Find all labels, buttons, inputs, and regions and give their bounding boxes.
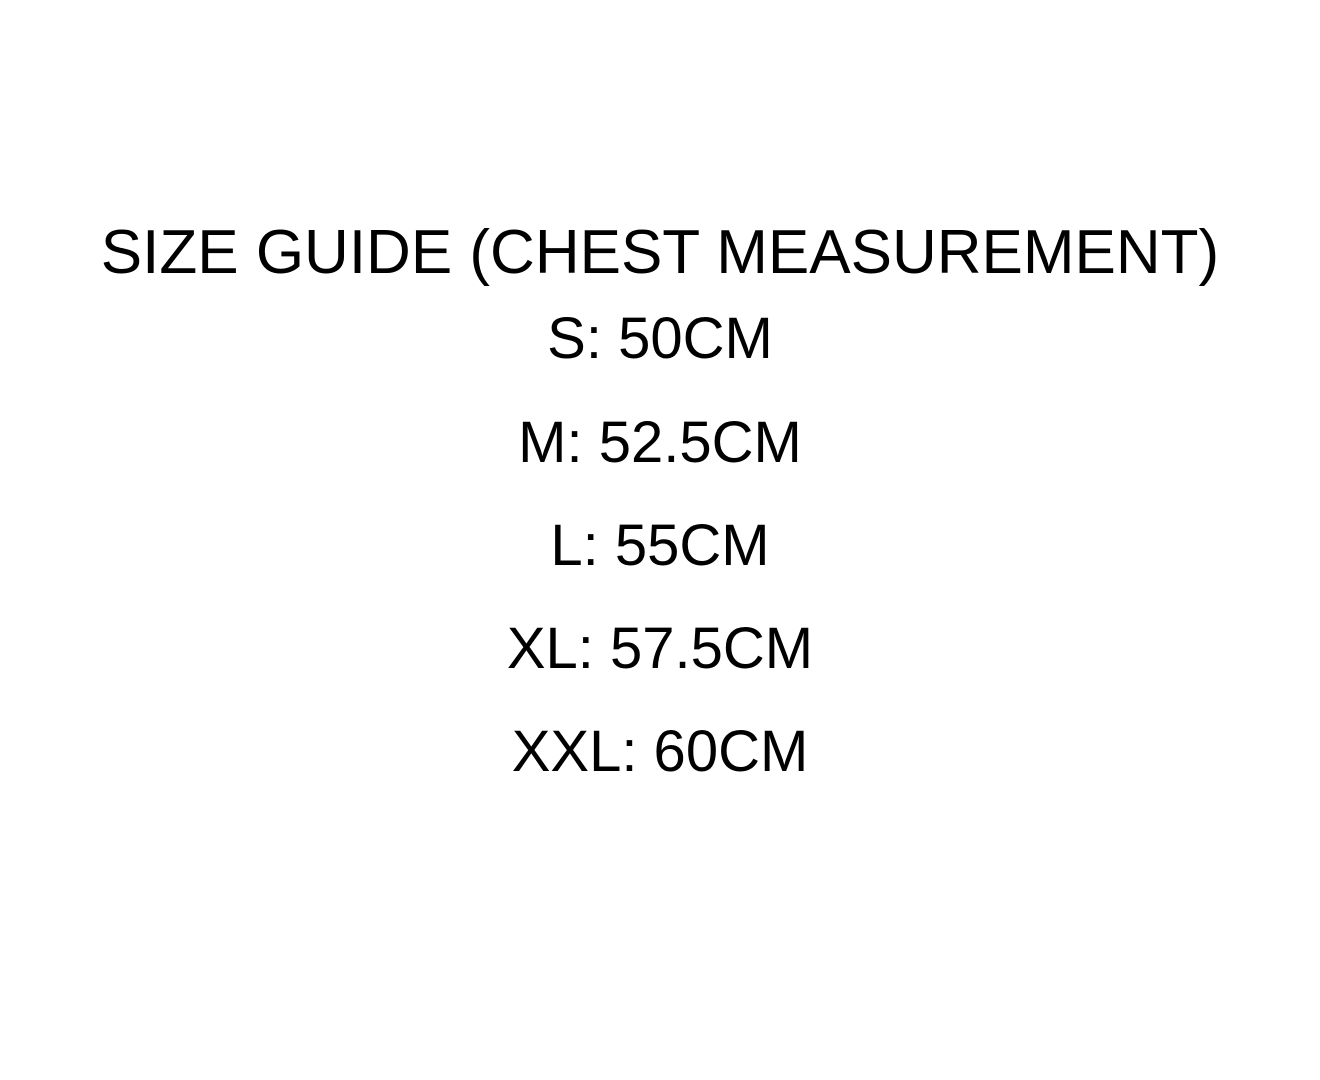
list-item: L: 55CM	[550, 512, 770, 578]
list-item: XL: 57.5CM	[506, 616, 814, 682]
size-list	[0, 287, 1320, 803]
size-guide-block	[0, 218, 1320, 804]
page-title: SIZE GUIDE (CHEST MEASUREMENT)	[100, 218, 1220, 287]
list-item: M: 52.5CM	[518, 409, 802, 475]
list-item: S: 50CM	[547, 306, 773, 372]
list-item: XXL: 60CM	[511, 719, 809, 785]
